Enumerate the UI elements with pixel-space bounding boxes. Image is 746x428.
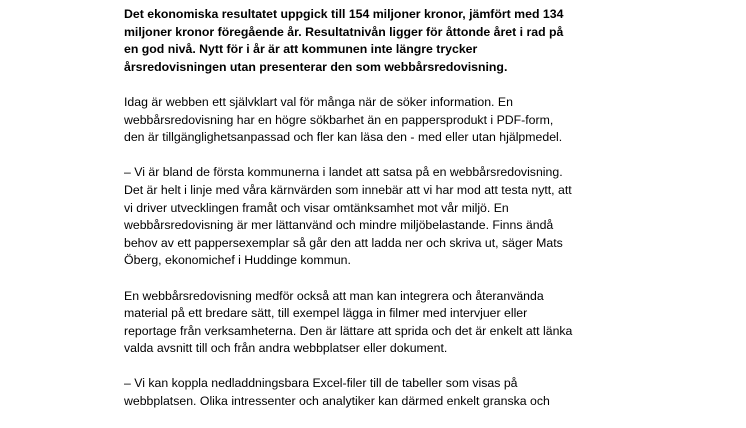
lead-paragraph (124, 6, 594, 76)
body-line: – Vi är bland de första kommunerna i landet att satsa på en webbårsredovisning. (124, 165, 563, 180)
body-line: behov av ett pappersexemplar så går den att ladda ner och skriva ut, säger Mats (124, 235, 563, 250)
lead-line: Det ekonomiska resultatet uppgick till 154 miljoner kronor, jämfört med 134 (124, 7, 564, 21)
lead-line: en god nivå. Nytt för i år är att kommunen inte längre trycker (124, 42, 478, 57)
body-line: – Vi kan koppla nedladdningsbara Excel-filer till de tabeller som visas på (124, 376, 518, 391)
body-line: reportage från verksamheterna. Den är lättare att sprida och det är enkelt att länka (124, 323, 573, 338)
body-line: Idag är webben ett självklart val för många när de söker information. En (124, 94, 513, 109)
body-line: webbårsredovisning har en högre sökbarhet än en pappersprodukt i PDF-form, (124, 112, 554, 127)
body-line: Det är helt i linje med våra kärnvärden som innebär att vi har mod att testa nytt, att (124, 182, 572, 197)
body-line: webbårsredovisning är mer lättanvänd och mindre miljöbelastande. Finns ändå (124, 218, 554, 233)
body-line: material på ett bredare sätt, till exempel lägga in filmer med intervjuer eller (124, 306, 528, 321)
lead-line: miljoner kronor föregående år. Resultatnivån ligger för åttonde året i rad på (124, 24, 564, 39)
paragraph-integration (124, 288, 594, 358)
body-line: Öberg, ekonomichef i Huddinge kommun. (124, 253, 351, 268)
body-line: En webbårsredovisning medför också att man kan integrera och återanvända (124, 288, 544, 303)
paragraph-excel-quote (124, 375, 594, 410)
body-line: den är tillgänglighetsanpassad och fler kan läsa den - med eller utan hjälpmedel. (124, 130, 563, 145)
body-line: valda avsnitt till och från andra webbplatser eller dokument. (124, 341, 448, 356)
paragraph-web-information (124, 94, 594, 147)
document-page (124, 6, 594, 428)
paragraph-quote-mats-oberg (124, 164, 594, 270)
body-line: vi driver utvecklingen framåt och visar omtänksamhet mot vår miljö. En (124, 200, 509, 215)
lead-line: årsredovisningen utan presenterar den som webbårsredovisning. (124, 59, 508, 74)
body-line: webbplatsen. Olika intressenter och analytiker kan därmed enkelt granska och (124, 394, 550, 409)
